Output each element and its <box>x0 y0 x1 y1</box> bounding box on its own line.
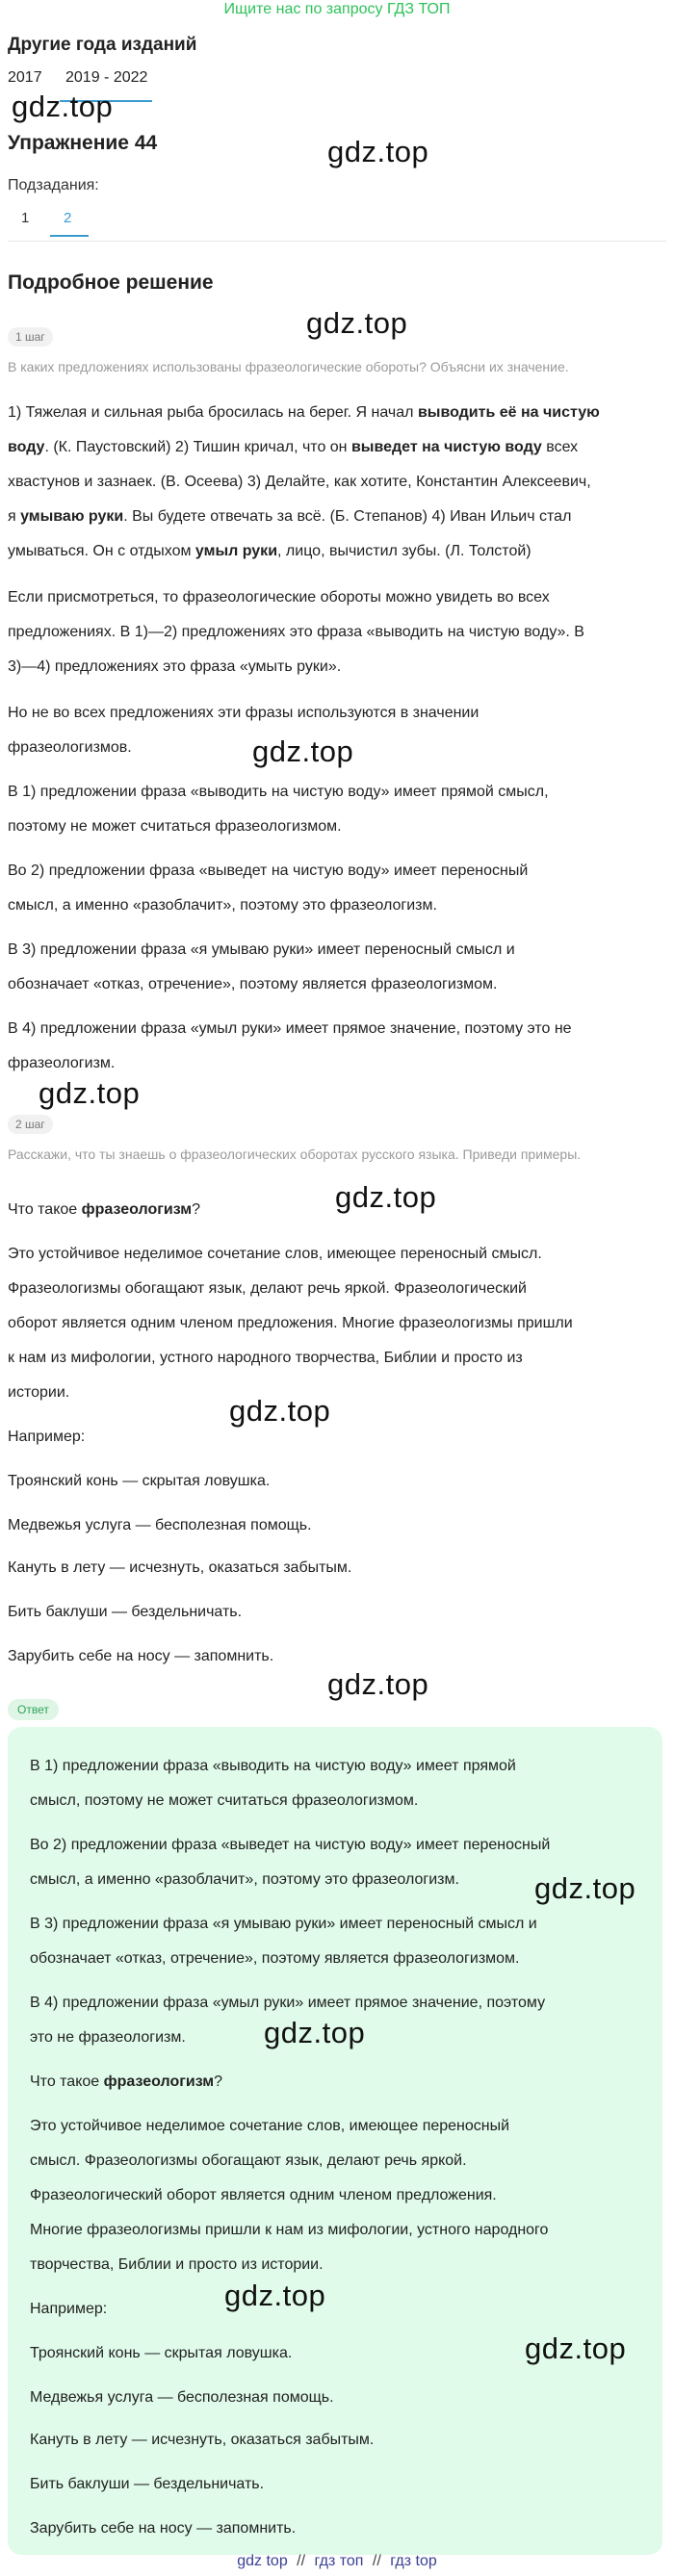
answer-line: Многие фразеологизмы пришли к нам из мифологии, устного народного <box>30 2222 549 2238</box>
footer-links <box>0 2553 674 2570</box>
step-1-badge: 1 шаг <box>8 327 53 347</box>
answer-line: Фразеологический оборот является одним членом предложения. <box>30 2187 497 2203</box>
answer-examples-label: Например: <box>30 2301 108 2317</box>
subtask-1-tab[interactable]: 1 <box>21 210 30 226</box>
watermark: gdz.top <box>264 2016 366 2049</box>
answer-example: Троянский конь — скрытая ловушка. <box>30 2345 293 2361</box>
step-1-line: 3)—4) предложениях это фраза «умыть руки». <box>8 658 342 675</box>
step-1-line: поэтому не может считаться фразеологизмом. <box>8 818 342 835</box>
solution-title: Подробное решение <box>8 271 214 294</box>
answer-line: В 1) предложении фраза «выводить на чистую воду» имеет прямой <box>30 1758 516 1774</box>
answer-line: Во 2) предложении фраза «выведет на чистую воду» имеет переносный <box>30 1837 551 1853</box>
step-1-line: я умываю руки. Вы будете отвечать за всё. (Б. Степанов) 4) Иван Ильич стал <box>8 508 572 525</box>
step-1-line: Но не во всех предложениях эти фразы используются в значении <box>8 705 480 721</box>
watermark: gdz.top <box>335 1180 437 1214</box>
step-1-question: В каких предложениях использованы фразеологические обороты? Объясни их значение. <box>8 359 569 374</box>
step-1-line: смысл, а именно «разоблачит», поэтому это фразеологизм. <box>8 897 437 914</box>
subtasks-label: Подзадания: <box>8 177 99 193</box>
answer-example: Медвежья услуга — бесполезная помощь. <box>30 2389 334 2406</box>
step-1-line: обозначает «отказ, отречение», поэтому является фразеологизмом. <box>8 976 498 992</box>
footer-link-gdz-top-mixed[interactable]: гдз top <box>390 2553 437 2569</box>
answer-line: Что такое фразеологизм? <box>30 2074 223 2090</box>
step-1-line: Во 2) предложении фраза «выведет на чистую воду» имеет переносный <box>8 863 529 879</box>
step-1-line: В 4) предложении фраза «умыл руки» имеет прямое значение, поэтому это не <box>8 1020 572 1037</box>
step-2-example: Бить баклуши — бездельничать. <box>8 1604 243 1620</box>
step-1-line: фразеологизмов. <box>8 739 132 756</box>
watermark: gdz.top <box>39 1076 141 1110</box>
footer-separator: // <box>297 2553 306 2569</box>
watermark: gdz.top <box>327 1667 429 1701</box>
step-1-line: В 3) предложении фраза «я умываю руки» имеет переносный смысл и <box>8 941 515 958</box>
footer-link-gdz-top-ru[interactable]: гдз топ <box>314 2553 364 2569</box>
answer-example: Кануть в лету — исчезнуть, оказаться забытым. <box>30 2432 375 2448</box>
answer-line: В 4) предложении фраза «умыл руки» имеет прямое значение, поэтому <box>30 1995 546 2011</box>
search-banner: Ищите нас по запросу ГДЗ ТОП <box>223 1 451 17</box>
subtask-2-tab[interactable]: 2 <box>64 210 72 226</box>
watermark: gdz.top <box>252 734 354 768</box>
step-2-line: к нам из мифологии, устного народного творчества, Библии и просто из <box>8 1350 523 1366</box>
watermark: gdz.top <box>525 2331 627 2365</box>
step-2-line: истории. <box>8 1384 70 1401</box>
answer-badge: Ответ <box>8 1699 59 1720</box>
step-2-question: Расскажи, что ты знаешь о фразеологических оборотах русского языка. Приведи примеры. <box>8 1146 582 1162</box>
step-2-example: Зарубить себе на носу — запомнить. <box>8 1648 274 1664</box>
answer-line: смысл, поэтому не может считаться фразеологизмом. <box>30 1792 419 1809</box>
year-2017-link[interactable]: 2017 <box>8 69 42 86</box>
step-1-line: 1) Тяжелая и сильная рыба бросилась на берег. Я начал выводить её на чистую <box>8 404 600 421</box>
step-2-example: Троянский конь — скрытая ловушка. <box>8 1473 271 1489</box>
answer-line: В 3) предложении фраза «я умываю руки» имеет переносный смысл и <box>30 1916 537 1932</box>
answer-line: творчества, Библии и просто из истории. <box>30 2256 324 2273</box>
step-2-badge: 2 шаг <box>8 1115 53 1134</box>
answer-line: смысл, а именно «разоблачит», поэтому это фразеологизм. <box>30 1871 459 1888</box>
step-2-examples-label: Например: <box>8 1429 86 1445</box>
footer-separator: // <box>372 2553 381 2569</box>
divider <box>8 241 666 242</box>
subtask-active-indicator <box>50 235 89 237</box>
step-2-line: Фразеологизмы обогащают язык, делают речь яркой. Фразеологический <box>8 1280 527 1297</box>
answer-line: это не фразеологизм. <box>30 2029 186 2046</box>
watermark: gdz.top <box>229 1394 331 1428</box>
watermark: gdz.top <box>327 135 429 168</box>
step-1-line: В 1) предложении фраза «выводить на чистую воду» имеет прямой смысл, <box>8 784 549 800</box>
step-2-line: Это устойчивое неделимое сочетание слов, имеющее переносный смысл. <box>8 1246 542 1262</box>
step-1-line: предложениях. В 1)—2) предложениях это фраза «выводить на чистую воду». В <box>8 624 584 640</box>
step-2-example: Кануть в лету — исчезнуть, оказаться забытым. <box>8 1559 352 1576</box>
answer-example: Зарубить себе на носу — запомнить. <box>30 2520 297 2537</box>
answer-example: Бить баклуши — бездельничать. <box>30 2476 265 2492</box>
year-2019-2022-link[interactable]: 2019 - 2022 <box>65 69 148 86</box>
other-years-heading: Другие года изданий <box>8 35 197 55</box>
watermark: gdz.top <box>534 1871 636 1905</box>
step-1-line: умываться. Он с отдыхом умыл руки, лицо, вычистил зубы. (Л. Толстой) <box>8 543 531 559</box>
watermark: gdz.top <box>224 2279 326 2312</box>
watermark: gdz.top <box>12 90 114 123</box>
exercise-title: Упражнение 44 <box>8 132 158 154</box>
answer-line: обозначает «отказ, отречение», поэтому является фразеологизмом. <box>30 1950 520 1967</box>
step-1-line: воду. (К. Паустовский) 2) Тишин кричал, что он выведет на чистую воду всех <box>8 439 579 455</box>
footer-link-gdz-top[interactable]: gdz top <box>237 2553 288 2569</box>
step-1-line: хвастунов и зазнаек. (В. Осеева) 3) Делайте, как хотите, Константин Алексеевич, <box>8 474 591 490</box>
step-2-line: Что такое фразеологизм? <box>8 1201 201 1218</box>
step-1-line: фразеологизм. <box>8 1055 116 1071</box>
step-1-line: Если присмотреться, то фразеологические обороты можно увидеть во всех <box>8 589 550 605</box>
step-2-example: Медвежья услуга — бесполезная помощь. <box>8 1517 312 1533</box>
answer-line: Это устойчивое неделимое сочетание слов, имеющее переносный <box>30 2118 510 2134</box>
watermark: gdz.top <box>306 306 408 340</box>
step-2-line: оборот является одним членом предложения. Многие фразеологизмы пришли <box>8 1315 573 1331</box>
answer-line: смысл. Фразеологизмы обогащают язык, делают речь яркой. <box>30 2152 467 2169</box>
